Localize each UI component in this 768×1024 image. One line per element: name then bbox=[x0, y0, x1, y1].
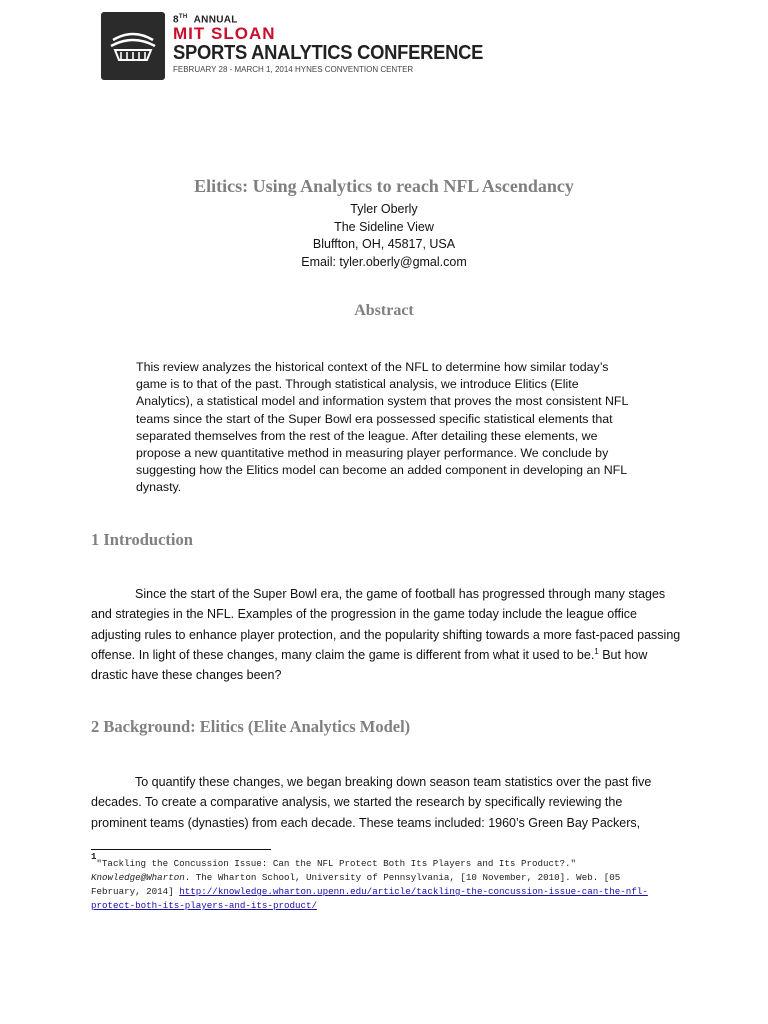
footnote-source: Knowledge@Wharton bbox=[91, 872, 185, 883]
section-1-text-end: But how drastic have these changes been? bbox=[91, 647, 648, 683]
stadium-logo-icon bbox=[101, 12, 165, 80]
footnote-ref[interactable]: 1 bbox=[594, 646, 599, 656]
section-1-heading: 1 Introduction bbox=[91, 530, 193, 549]
footnote-divider bbox=[91, 849, 271, 850]
logo-text bbox=[173, 14, 510, 76]
section-2-heading: 2 Background: Elitics (Elite Analytics Model) bbox=[91, 717, 411, 736]
author-block bbox=[0, 201, 768, 271]
paper-title: Elitics: Using Analytics to reach NFL Ascendancy bbox=[194, 176, 574, 196]
footnote-text-2: . The Wharton School, University of Pennsylvania, [10 November, 2010]. Web. [05 February, 2014] bbox=[91, 872, 621, 897]
footnote-number: 1 bbox=[91, 852, 97, 862]
author-email: Email: tyler.oberly@gmal.com bbox=[301, 254, 467, 269]
author-name: Tyler Oberly bbox=[350, 202, 418, 216]
abstract-text: This review analyzes the historical context of the NFL to determine how similar today’s game is to that of the past. Through statistical analysis, we introduce Elitics (Elite Analytics), a statistical model and information system that proves the most consistent NFL teams since the start of the Super Bowl era possessed specific statistical elements that separated themselves from the rest of the league. After detailing these elements, we propose a new quantitative method in measuring player performance. We conclude by suggesting how the Elitics model can become an added component in developing an NFL dynasty. bbox=[136, 360, 628, 495]
section-1-paragraph bbox=[91, 584, 681, 685]
footnote-link[interactable]: http://knowledge.wharton.upenn.edu/article/tackling-the-concussion-issue-can-the-nfl-protect-both-its-players-and-its-product/ bbox=[91, 886, 648, 911]
footnote-text-1: "Tackling the Concussion Issue: Can the NFL Protect Both Its Players and Its Product?." bbox=[96, 858, 577, 869]
conference-name: SPORTS ANALYTICS CONFERENCE bbox=[173, 42, 484, 65]
section-2-paragraph bbox=[91, 772, 681, 833]
conference-dates: FEBRUARY 28 - MARCH 1, 2014 HYNES CONVENTION CENTER bbox=[173, 65, 414, 75]
abstract-heading: Abstract bbox=[354, 302, 414, 319]
footnote bbox=[91, 852, 651, 913]
section-2-text: To quantify these changes, we began breaking down season team statistics over the past five decades. To create a comparative analysis, we started the research by specifically reviewing the prominent teams (dynasties) from each decade. These teams included: 1960’s Green Bay Packers, bbox=[91, 775, 652, 830]
author-affiliation: The Sideline View bbox=[334, 219, 434, 234]
section-1-text: Since the start of the Super Bowl era, the game of football has progressed through many stages and strategies in the NFL. Examples of the progression in the game today include the league office adjusting rules to enhance player protection, and the popularity shifting towards a more fast-paced passing offense. In light of these changes, many claim the game is different from what it used to be. bbox=[91, 587, 681, 662]
mit-sloan-label: MIT SLOAN bbox=[173, 24, 276, 44]
conference-logo bbox=[101, 12, 510, 80]
author-location: Bluffton, OH, 45817, USA bbox=[312, 237, 456, 251]
annual-label: 8TH ANNUAL bbox=[173, 14, 238, 26]
